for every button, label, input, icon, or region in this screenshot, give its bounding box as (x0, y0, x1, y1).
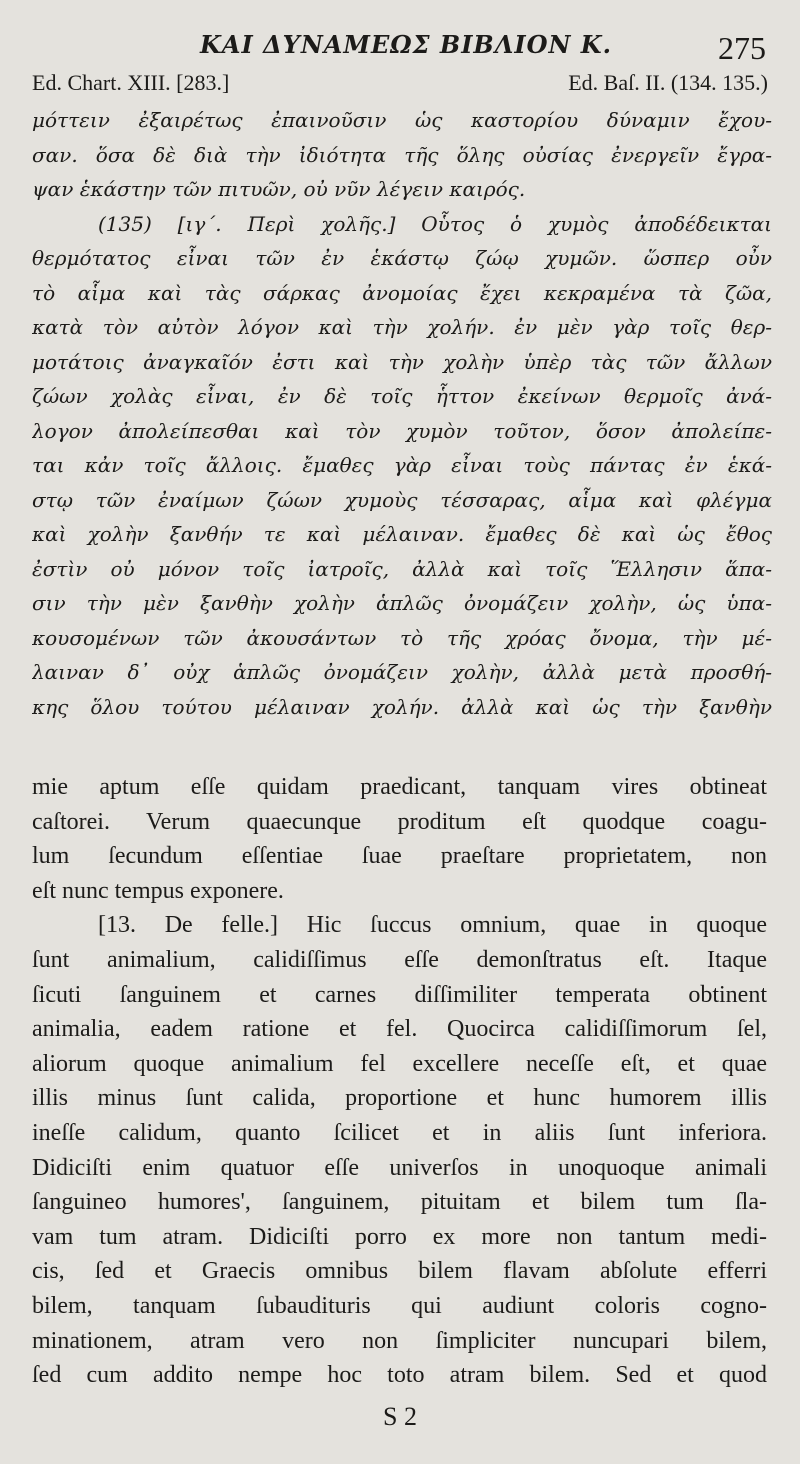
latin-line: ſicuti ſanguinem et carnes diſſimiliter temperata obtinent (32, 981, 767, 1008)
greek-line: μοτάτοις ἀναγκαῖόν ἐστι καὶ τὴν χολὴν ὑπὲρ τὰς τῶν ἄλλων (32, 349, 772, 374)
latin-line: eſt nunc tempus exponere. (32, 877, 284, 904)
greek-line: τὸ αἷμα καὶ τὰς σάρκας ἀνομοίας ἔχει κεκραμένα τὰ ζῶα, (32, 280, 772, 305)
latin-line: bilem, tanquam ſubaudituris qui audiunt coloris cogno- (32, 1292, 767, 1319)
latin-line: illis minus ſunt calida, proportione et hunc humorem illis (32, 1085, 767, 1112)
latin-text-block (32, 770, 767, 1393)
greek-line: κης ὅλου τούτου μέλαιναν χολήν. ἀλλὰ καὶ ὡς τὴν ξανθὴν (32, 694, 772, 719)
greek-line: λογον ἀπολείπεσθαι καὶ τὸν χυμὸν τοῦτον, ὅσον ἀπολείπε- (32, 418, 772, 443)
signature-mark: S 2 (383, 1402, 417, 1431)
greek-line: στῳ τῶν ἐναίμων ζώων χυμοὺς τέσσαρας, αἷμα καὶ φλέγμα (32, 487, 772, 512)
latin-line: Didiciſti enim quatuor eſſe univerſos in unoquoque animali (32, 1154, 767, 1181)
latin-line: ineſſe calidum, quanto ſcilicet et in aliis ſunt inferiora. (32, 1119, 767, 1146)
edition-basel-ref: Ed. Baſ. II. (134. 135.) (568, 70, 768, 95)
greek-line: κουσομένων τῶν ἀκουσάντων τὸ τῆς χρόας ὄνομα, τὴν μέ- (32, 625, 772, 650)
latin-line: vam tum atram. Didiciſti porro ex more non tantum medi- (32, 1223, 767, 1250)
latin-line: animalia, eadem ratione et fel. Quocirca calidiſſimorum ſel, (32, 1016, 767, 1043)
running-title: ΚΑΙ ΔΥΝΑΜΕΩΣ ΒΙΒΛΙΟΝ Κ. (200, 30, 612, 59)
latin-line: aliorum quoque animalium fel excellere neceſſe eſt, et quae (32, 1050, 767, 1077)
greek-line: σιν τὴν μὲν ξανθὴν χολὴν ἁπλῶς ὀνομάζειν χολὴν, ὡς ὑπα- (32, 591, 772, 615)
latin-line: minationem, atram vero non ſimpliciter nuncupari bilem, (32, 1327, 767, 1354)
greek-line: ψαν ἑκάστην τῶν πιτυῶν, οὐ νῦν λέγειν καιρός. (32, 177, 526, 201)
greek-line: μόττειν ἐξαιρέτως ἐπαινοῦσιν ὡς καστορίου δύναμιν ἔχου- (32, 108, 772, 132)
page-header (0, 30, 800, 70)
greek-line: κατὰ τὸν αὐτὸν λόγον καὶ τὴν χολήν. ἐν μὲν γὰρ τοῖς θερ- (32, 315, 772, 339)
greek-line: (135) [ιγ΄. Περὶ χολῆς.] Οὗτος ὁ χυμὸς ἀποδέδεικται (98, 211, 772, 236)
greek-line: ζώων χολὰς εἶναι, ἐν δὲ τοῖς ἧττον ἐκείνων θερμοῖς ἀνά- (32, 384, 772, 408)
latin-line: lum ſecundum eſſentiae ſuae praeſtare proprietatem, non (32, 843, 767, 870)
greek-line: σαν. ὅσα δὲ διὰ τὴν ἰδιότητα τῆς ὅλης οὐσίας ἐνεργεῖν ἔγρα- (32, 142, 772, 167)
latin-line: ſed cum addito nempe hoc toto atram bilem. Sed et quod (32, 1362, 767, 1389)
greek-text-block (32, 103, 772, 724)
greek-line: θερμότατος εἶναι τῶν ἐν ἑκάστῳ ζώῳ χυμῶν. ὥσπερ οὖν (32, 246, 772, 270)
edition-reference-line (32, 70, 768, 100)
latin-line: cis, ſed et Graecis omnibus bilem flavam abſolute efferri (32, 1258, 767, 1285)
greek-line: λαιναν δ᾽ οὐχ ἁπλῶς ὀνομάζειν χολὴν, ἀλλὰ μετὰ προσθή- (32, 660, 772, 684)
greek-line: ται κἀν τοῖς ἄλλοις. ἔμαθες γὰρ εἶναι τοὺς πάντας ἐν ἑκά- (32, 453, 772, 477)
latin-line: ſunt animalium, calidiſſimus eſſe demonſtratus eſt. Itaque (32, 946, 767, 973)
latin-line: [13. De felle.] Hic ſuccus omnium, quae in quoque (98, 912, 767, 939)
latin-line: ſanguineo humores', ſanguinem, pituitam et bilem tum ſla- (32, 1189, 767, 1216)
latin-line: mie aptum eſſe quidam praedicant, tanquam vires obtineat (32, 774, 767, 800)
page-number: 275 (718, 30, 766, 66)
greek-line: καὶ χολὴν ξανθήν τε καὶ μέλαιναν. ἔμαθες δὲ καὶ ὡς ἔθος (32, 522, 772, 546)
greek-line: ἐστὶν οὐ μόνον τοῖς ἰατροῖς, ἀλλὰ καὶ τοῖς Ἕλλησιν ἅπα- (32, 556, 772, 581)
edition-chartier-ref: Ed. Chart. XIII. [283.] (32, 70, 230, 95)
latin-line: caſtorei. Verum quaecunque proditum eſt quodque coagu- (32, 808, 767, 835)
